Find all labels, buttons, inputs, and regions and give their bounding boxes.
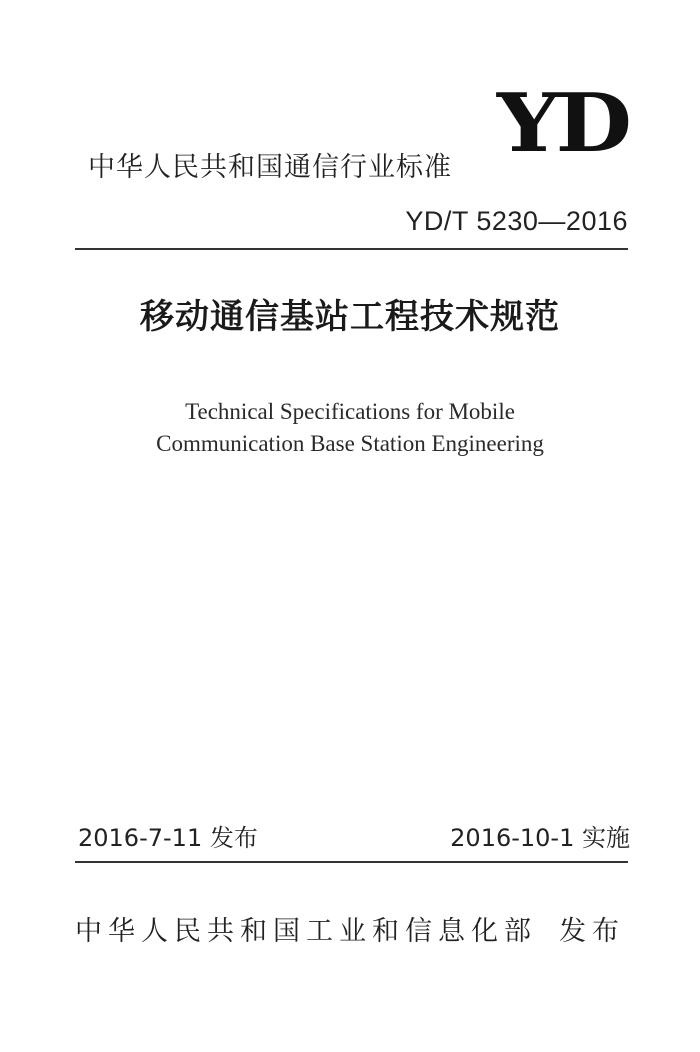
standard-category: 中华人民共和国通信行业标准 — [88, 152, 452, 183]
yd-logo: YD — [496, 74, 628, 171]
publisher-action: 发布 — [559, 916, 625, 947]
implementation-date: 2016-10-1 实施 — [450, 824, 630, 852]
title-english-line-2: Communication Base Station Engineering — [156, 431, 544, 456]
title-chinese: 移动通信基站工程技术规范 — [140, 297, 560, 337]
standard-number: YD/T 5230—2016 — [405, 206, 628, 236]
publisher-org: 中华人民共和国工业和信息化部 — [75, 916, 537, 947]
top-divider — [75, 248, 628, 250]
publisher-line — [0, 918, 700, 945]
bottom-divider — [75, 861, 628, 863]
title-english — [0, 396, 700, 460]
issue-date: 2016-7-11 发布 — [78, 824, 258, 852]
title-english-line-1: Technical Specifications for Mobile — [185, 399, 515, 424]
